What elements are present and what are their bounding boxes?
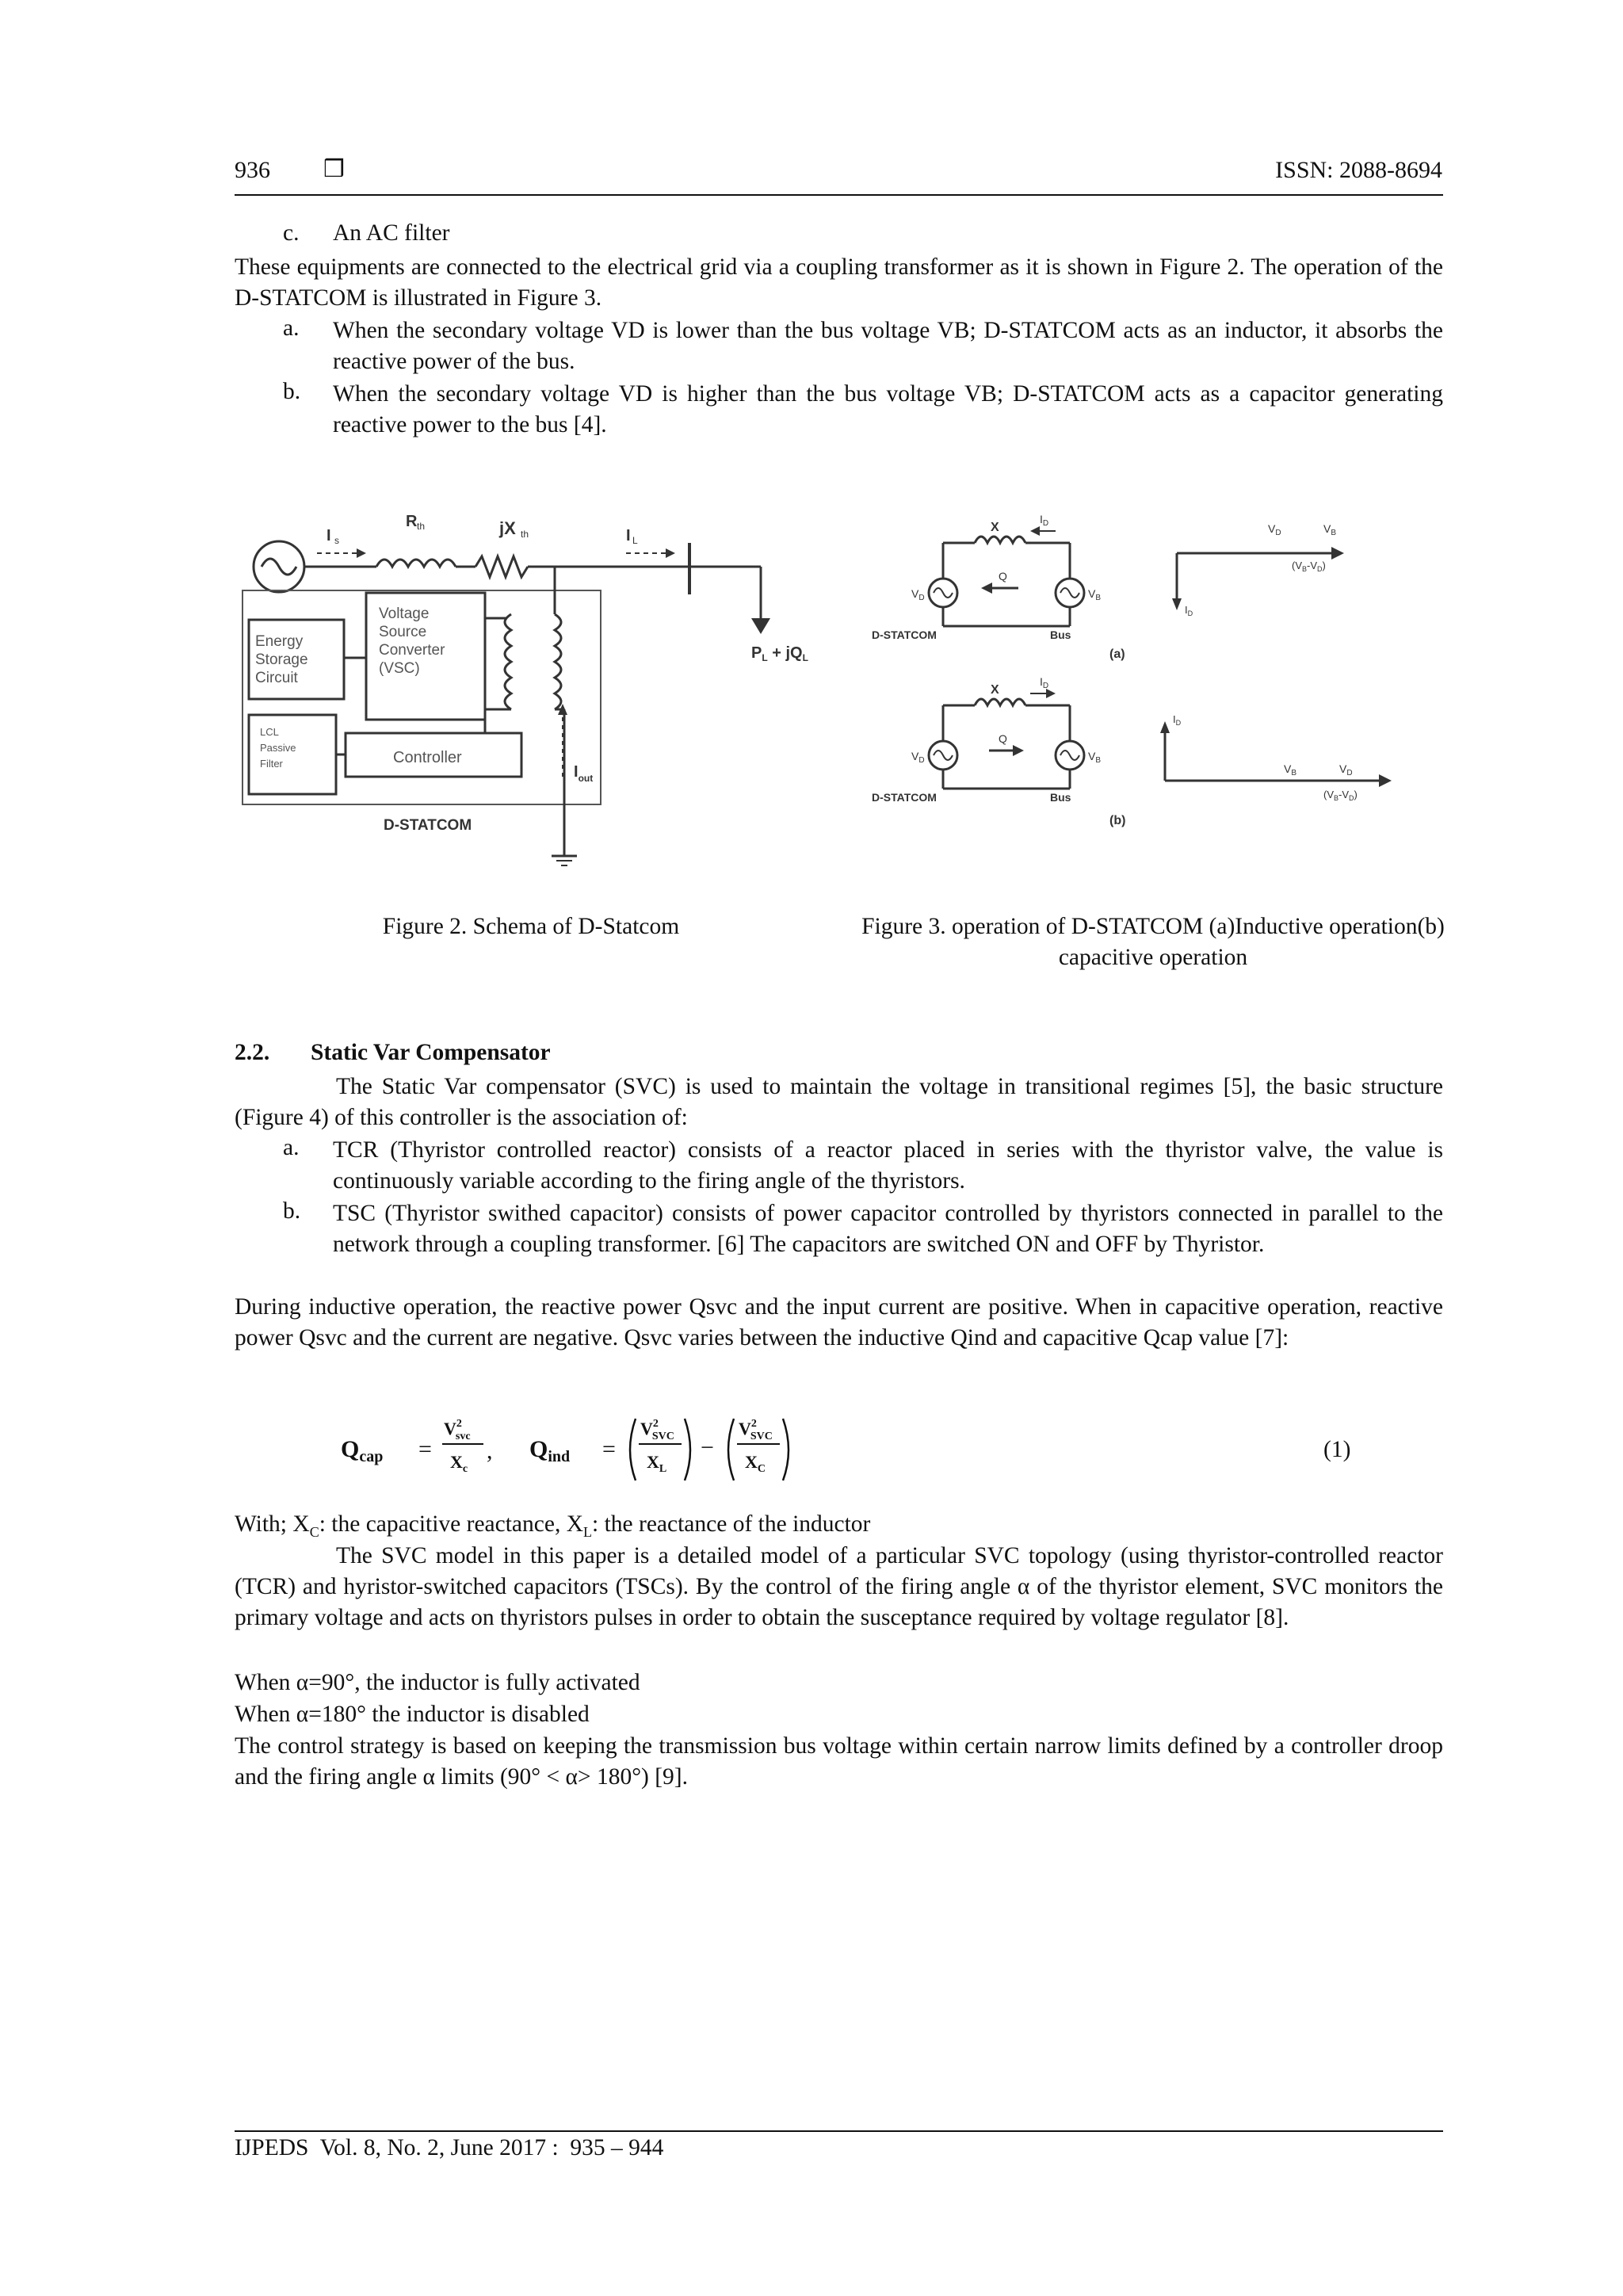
controller-label: Controller xyxy=(393,749,462,766)
paragraph: When α=180° the inductor is disabled xyxy=(235,1702,590,1727)
figure-2-caption: Figure 2. Schema of D-Statcom xyxy=(382,914,680,939)
list-item: When the secondary voltage VD is higher than the bus voltage VB; D-STATCOM acts as a capacitor generating reactive power to the bus [4]. xyxy=(333,381,1443,437)
vsc-label-4: (VSC) xyxy=(379,660,420,677)
list-item: TCR (Thyristor controlled reactor) consists of a reactor placed in series with the thyristor valve, the value is continuously variable according to the firing angle of the thyristors. xyxy=(333,1137,1443,1194)
label-vd-a: $V_D$ xyxy=(911,587,925,602)
label-id-b: $I_D$ xyxy=(1040,675,1049,690)
svg-text:Xc: $X_c$ xyxy=(450,1452,468,1475)
label-rth: R xyxy=(406,513,418,530)
svg-text:=: = xyxy=(418,1436,432,1462)
label-bus-b: Bus xyxy=(1050,791,1071,804)
label-q-a: Q xyxy=(999,570,1007,583)
label-id-a: $I_D$ xyxy=(1040,513,1049,528)
section-number: 2.2. xyxy=(235,1040,270,1065)
svg-text:XL: $X_L$ xyxy=(647,1452,667,1475)
issn: ISSN: 2088-8694 xyxy=(1275,157,1442,183)
label-vb-pa: $V_B$ xyxy=(1323,522,1337,537)
circuit-b xyxy=(872,675,1125,827)
storage-label-3: Circuit xyxy=(255,670,298,686)
label-jxth: jX xyxy=(499,518,516,538)
label-jxth-sub: th xyxy=(521,529,529,540)
label-q-b: Q xyxy=(999,732,1007,745)
paragraph: The SVC model in this paper is a detailed model of a particular SVC topology (using thyristor-controlled reactor (TCR) and hyristor-switched capacitors (TSCs). By the control of the firing angle α of the thyristor element, SVC monitors the primary voltage and acts on thyristors pulses in order to obtain the susceptance required by voltage regulator [8]. xyxy=(235,1543,1443,1630)
label-vb-b: $V_B$ xyxy=(1088,750,1102,765)
svg-text:Qind: $Q_{ind}$ xyxy=(529,1436,571,1465)
footer-rule xyxy=(235,2130,1443,2132)
filter-label-1: LCL xyxy=(260,726,279,738)
figure-2-schema xyxy=(238,507,856,880)
page-number: 936 xyxy=(235,157,270,183)
equation-1 xyxy=(317,1403,1458,1490)
paragraph: The Static Var compensator (SVC) is used to maintain the voltage in transitional regimes [5], the basic structure (Figure 4) of this controller is the association of: xyxy=(235,1074,1443,1130)
label-dstatcom-b: D-STATCOM xyxy=(872,791,937,804)
paragraph: These equipments are connected to the electrical grid via a coupling transformer as it is shown in Figure 2. The operation of the D-STATCOM is illustrated in Figure 3. xyxy=(235,254,1443,311)
with-definitions: With; $X_C$: the capacitive reactance, $X_L$: the reactance of the inductor xyxy=(235,1511,871,1540)
list-item: TSC (Thyristor swithed capacitor) consists of power capacitor controlled by thyristors connected in parallel to the network through a coupling transformer. [6] The capacitors are switched ON and OFF by Thyristor. xyxy=(333,1201,1443,1257)
svg-text:,: , xyxy=(487,1438,493,1464)
filter-label-2: Passive xyxy=(260,742,296,754)
section-title: Static Var Compensator xyxy=(311,1040,551,1065)
filter-label-3: Filter xyxy=(260,758,283,770)
vsc-label-1: Voltage xyxy=(379,606,430,622)
dstatcom-label: D-STATCOM xyxy=(384,817,472,834)
label-is-sub: s xyxy=(334,535,339,546)
label-x-b: X xyxy=(991,683,999,697)
list-label: b. xyxy=(283,1198,301,1224)
footer-journal: IJPEDS Vol. 8, No. 2, June 2017 : 935 – 944 xyxy=(235,2135,664,2160)
label-vd-pb: $V_D$ xyxy=(1339,762,1353,777)
label-dstatcom-a: D-STATCOM xyxy=(872,628,937,641)
label-vd-b: $V_D$ xyxy=(911,750,925,765)
label-iout: $I_{out}$ xyxy=(574,763,594,784)
svg-text:Qcap: $Q_{cap}$ xyxy=(341,1436,384,1465)
list-label: a. xyxy=(283,315,300,341)
svg-text:=: = xyxy=(602,1436,616,1462)
vsc-label-2: Source xyxy=(379,624,427,640)
storage-label-1: Energy xyxy=(255,633,304,650)
label-vb-a: $V_B$ xyxy=(1088,587,1102,602)
label-vd-pa: $V_D$ xyxy=(1268,522,1281,537)
vsc-label-3: Converter xyxy=(379,642,445,659)
paragraph: When α=90°, the inductor is fully activated xyxy=(235,1670,640,1695)
paragraph: The control strategy is based on keeping the transmission bus voltage within certain narrow limits defined by a controller droop and the firing angle α limits (90° < α> 180°) [9]. xyxy=(235,1733,1443,1790)
list-label: c. xyxy=(283,220,300,246)
list-item: An AC filter xyxy=(333,220,450,246)
label-il-sub: L xyxy=(632,535,638,546)
label-bus-a: Bus xyxy=(1050,628,1071,641)
phasor-b xyxy=(1160,713,1392,802)
label-a: (a) xyxy=(1109,648,1125,661)
svg-text:V2svc: $V^2$ svc xyxy=(444,1418,471,1442)
svg-text:V2SVC: $V^2$ SVC xyxy=(640,1418,674,1442)
label-id-pa: $I_D$ xyxy=(1185,604,1193,617)
figure-3-caption: Figure 3. operation of D-STATCOM (a)Inductive operation(b) capacitive operation xyxy=(861,914,1445,970)
list-label: a. xyxy=(283,1135,300,1160)
svg-text:−: − xyxy=(701,1435,714,1461)
label-b: (b) xyxy=(1109,814,1126,827)
box-symbol-icon: ❒ xyxy=(323,155,345,183)
list-item: When the secondary voltage VD is lower than the bus voltage VB; D-STATCOM acts as an inductor, it absorbs the reactive power of the bus. xyxy=(333,318,1443,374)
label-diff-b: $(V_B-V_D)$ xyxy=(1323,789,1358,802)
svg-text:(1): (1) xyxy=(1323,1437,1351,1462)
label-load: $P_L + jQ_L$ xyxy=(751,644,808,663)
svg-text:V2SVC: $V^2$ SVC xyxy=(739,1418,773,1442)
label-is: I xyxy=(327,527,331,544)
circuit-a xyxy=(872,513,1125,661)
phasor-a xyxy=(1172,522,1344,617)
label-diff-a: $(V_B-V_D)$ xyxy=(1292,560,1326,573)
label-vb-pb: $V_B$ xyxy=(1284,762,1297,777)
label-rth-sub: th xyxy=(417,521,426,532)
svg-text:XC: $X_C$ xyxy=(745,1452,766,1475)
label-id-pb: $I_D$ xyxy=(1173,713,1182,727)
label-x-a: X xyxy=(991,521,999,534)
figure-3-operation xyxy=(872,507,1442,848)
list-label: b. xyxy=(283,379,301,404)
label-il: I xyxy=(626,527,631,544)
paragraph: During inductive operation, the reactive power Qsvc and the input current are positive. When in capacitive operation, reactive power Qsvc and the current are negative. Qsvc varies between the inductive Qind and capacitive Qcap value [7]: xyxy=(235,1294,1443,1350)
storage-label-2: Storage xyxy=(255,651,308,668)
header-rule xyxy=(235,194,1443,196)
